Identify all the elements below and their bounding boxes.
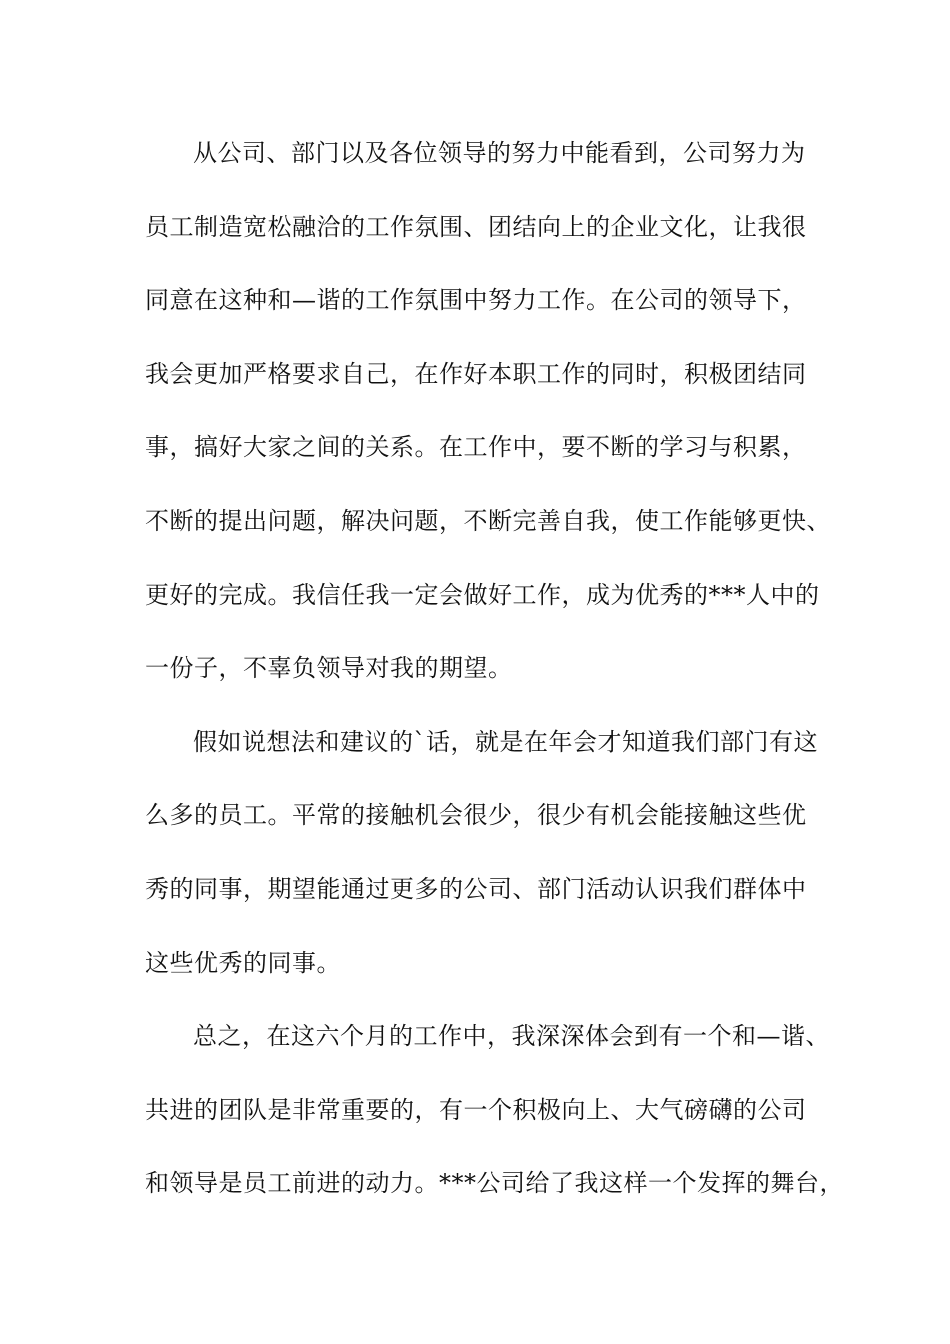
paragraph-2-line-4: 这些优秀的同事。 xyxy=(145,948,341,977)
paragraph-1-line-1: 从公司、部门以及各位领导的努力中能看到，公司努力为 xyxy=(193,139,806,167)
paragraph-1-line-2: 员工制造宽松融洽的工作氛围、团结向上的企业文化，让我很 xyxy=(145,212,807,241)
paragraph-2-line-3: 秀的同事，期望能通过更多的公司、部门活动认识我们群体中 xyxy=(145,874,807,903)
paragraph-1-line-7: 更好的完成。我信任我一定会做好工作，成为优秀的***人中的 xyxy=(145,580,820,609)
paragraph-3-line-2: 共进的团队是非常重要的，有一个积极向上、大气磅礴的公司 xyxy=(145,1095,807,1124)
paragraph-1-line-4: 我会更加严格要求自己，在作好本职工作的同时，积极团结同 xyxy=(145,359,807,388)
paragraph-1-line-8: 一份子，不辜负领导对我的期望。 xyxy=(145,654,513,683)
paragraph-3-line-1: 总之，在这六个月的工作中，我深深体会到有一个和—谐、 xyxy=(193,1022,830,1051)
paragraph-2-line-2: 么多的员工。平常的接触机会很少，很少有机会能接触这些优 xyxy=(145,801,807,830)
paragraph-1-line-6: 不断的提出问题，解决问题，不断完善自我，使工作能够更快、 xyxy=(145,506,831,535)
paragraph-1-line-5: 事，搞好大家之间的关系。在工作中，要不断的学习与积累， xyxy=(145,433,807,462)
paragraph-2-line-1: 假如说想法和建议的`话，就是在年会才知道我们部门有这 xyxy=(193,727,818,756)
paragraph-3-line-3: 和领导是员工前进的动力。***公司给了我这样一个发挥的舞台， xyxy=(145,1169,844,1198)
document-body xyxy=(145,132,844,1236)
paragraph-1-line-3: 同意在这种和—谐的工作氛围中努力工作。在公司的领导下， xyxy=(145,286,807,315)
